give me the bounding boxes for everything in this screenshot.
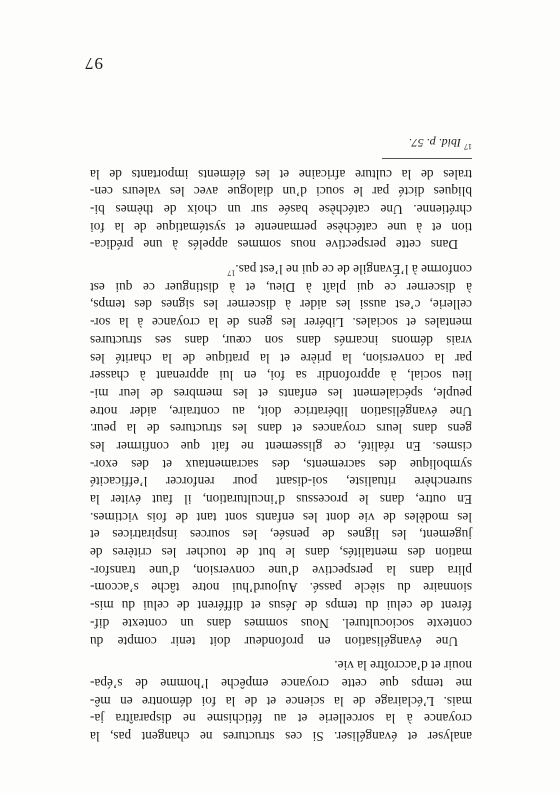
page-number: 97: [84, 54, 103, 73]
text-line: mentales et sociales. Libérer les gens de la croyance à la sor-: [90, 315, 472, 331]
text-line: bliques dicté par le souci d’un dialogue avec les valeurs cen-: [90, 184, 472, 200]
text-line: trales de la culture africaine et les éléments importants de la: [90, 166, 472, 182]
text-line: [90, 260, 472, 278]
text-line: Dans cette perspective nous sommes appelés à une prédica-: [90, 237, 458, 253]
footnote-separator: [382, 158, 472, 159]
text-line: Une évangélisation libératrice doit, au contraire, aider notre: [90, 403, 472, 419]
text-line: En outre, dans le processus d’inculturation, il faut éviter la: [90, 492, 472, 508]
text-line: par la conversion, la prière et la pratique de la charité les: [90, 350, 472, 366]
text-line-content: conforme à l’Évangile de ce qui ne l’est pas.: [235, 262, 472, 278]
text-line: férent de celui du temps de Jésus et différent de celui du mis-: [90, 598, 472, 614]
text-line: nouir et d’accroître la vie.: [334, 658, 472, 674]
text-line: cismes. En réalité, ce glissement ne fait que confirmer les: [90, 439, 472, 454]
footnote: [409, 136, 472, 153]
paragraph-2: [90, 260, 472, 649]
text-line: plira dans la perspective d’une conversion, d’une transfor-: [90, 562, 472, 578]
text-line: mais. L’éclairage de la science et de la foi démontre en mê-: [90, 693, 472, 709]
text-line: vrais démons incarnés dans son cœur, dans ses structures: [90, 332, 472, 348]
text-line: mation des mentalités, dans le but de toucher les critères de: [90, 545, 472, 561]
text-line: jugement, les lignes de pensée, les sources inspiratrices et: [90, 527, 472, 543]
text-line: contexte socioculturel. Nous sommes dans un contexte dif-: [90, 615, 472, 631]
paragraph-3: [90, 165, 472, 253]
text-line: croyance à la sorcellerie et au fétichisme ne disparaîtra ja-: [90, 711, 472, 727]
footnote-reference: 17: [227, 268, 236, 278]
text-line: cellerie, c’est aussi les aider à discerner les signes des temps,: [90, 297, 472, 313]
body-text: [90, 165, 472, 745]
footnote-number: 17: [464, 142, 472, 151]
text-line: surenchère ritualiste, soi-disant pour renforcer l’efficacité: [90, 474, 472, 490]
footnote-text: Ibid. p. 57.: [408, 136, 461, 150]
text-line: analyser et évangéliser. Si ces structures ne changent pas, la: [90, 729, 472, 744]
text-line: sionnaire du siècle passé. Aujourd’hui notre tâche s’accom-: [90, 580, 472, 596]
text-line: me temps que cette croyance empêche l’homme de s’épa-: [90, 675, 472, 691]
text-line: gens dans leurs croyances et dans les structures de la peur.: [90, 421, 472, 437]
paragraph-1: [90, 657, 472, 745]
text-line: à discerner ce qui plaît à Dieu, et à distinguer ce qui est: [90, 279, 472, 295]
text-line: peuple, spécialement les enfants et les membres de leur mi-: [90, 385, 472, 401]
text-line: lieu social, à approfondir sa foi, en lui apprenant à chasser: [90, 368, 472, 384]
text-line: les modèles de vie dont les enfants sont tant de fois victimes.: [90, 509, 472, 525]
text-line: tion et à une catéchèse permanente et systématique de la foi: [90, 219, 472, 235]
text-line: symbolique des sacrements, des sacramentaux et des exor-: [90, 456, 472, 472]
text-line: Une évangélisation en profondeur doit tenir compte du: [90, 633, 458, 649]
text-line: chrétienne. Une catéchèse basée sur un choix de thèmes bi-: [90, 202, 472, 218]
